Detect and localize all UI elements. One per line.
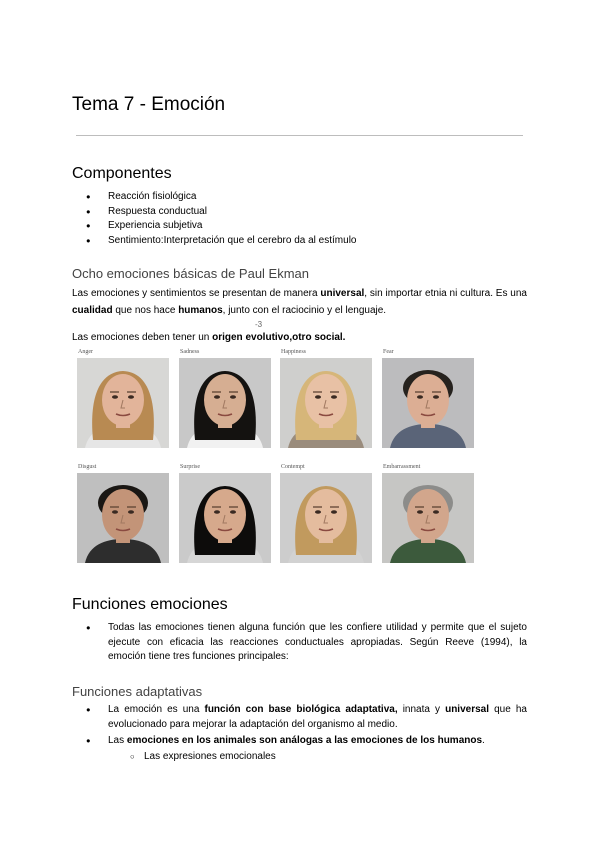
adaptive-heading: Funciones adaptativas [72,684,203,699]
face-label: Anger [78,349,93,355]
bold-run: universal [445,704,490,715]
ekman-heading: Ocho emociones básicas de Paul Ekman [72,266,310,281]
text-run: innata y [397,704,446,715]
face-image [280,358,372,448]
text-run: , sin importar etnia ni cultura. Es una [364,288,527,299]
face-image [77,473,169,563]
face-label: Happiness [281,349,306,355]
face-image [280,473,372,563]
origin-paragraph [72,330,527,347]
face-image [77,358,169,448]
text-run: Las emociones deben tener un [72,332,213,343]
components-list [72,190,527,248]
list-item: ● Respuesta conductual [72,205,527,220]
bold-run: origen evolutivo,otro social. [212,332,346,343]
title-divider [76,135,523,136]
text-run: Las [108,735,127,746]
text-run: La emoción es una [108,704,205,715]
face-image [382,473,474,563]
adaptive-list [72,703,527,765]
text-run: . [482,735,485,746]
face-label: Contempt [281,464,305,470]
text-run: Las emociones y sentimientos se presentan de manera [72,288,321,299]
stray-mark: -3 [255,320,263,329]
text-run: que nos hace [112,304,179,316]
list-item: ● Todas las emociones tienen alguna función que les confiere utilidad y permite que el sujeto ejecute con eficacia las reacciones conductuales apropiadas. Según Reeve (1994), la emoción tiene tres funciones principales: [72,621,527,665]
list-item: ● Sentimiento:Interpretación que el cerebro da al estímulo [72,234,527,249]
face-image [179,358,271,448]
functions-heading: Funciones emociones [72,596,228,613]
bold-run: función con base biológica adaptativa, [204,704,398,715]
face-label: Fear [383,349,394,355]
face-image [179,473,271,563]
bold-run: universal [320,288,365,299]
list-item: ● Reacción fisiológica [72,190,527,205]
list-item [72,734,527,765]
page-title: Tema 7 - Emoción [72,94,226,115]
bold-run: emociones en los animales son análogas a las emociones de los humanos [126,735,483,746]
face-label: Disgust [78,464,97,470]
face-image [382,358,474,448]
face-label: Embarrassment [383,464,421,470]
sublist-item: ○ Las expresiones emocionales [108,749,527,765]
bold-run: cualidad [72,304,113,316]
list-item: ● Experiencia subjetiva [72,219,527,234]
adaptive-sublist [108,749,527,765]
list-item [72,703,527,732]
ekman-paragraph [72,286,527,319]
face-label: Sadness [180,349,200,355]
emotion-faces-figure [77,348,473,572]
components-heading: Componentes [72,165,172,182]
face-label: Surprise [180,464,200,470]
text-run: , junto con el raciocinio y el lenguaje. [222,304,387,316]
text-run: que ha evolucionado para mejorar la adaptación del organismo al medio. [108,704,527,730]
bold-run: humanos [178,304,223,316]
functions-list [72,621,527,665]
